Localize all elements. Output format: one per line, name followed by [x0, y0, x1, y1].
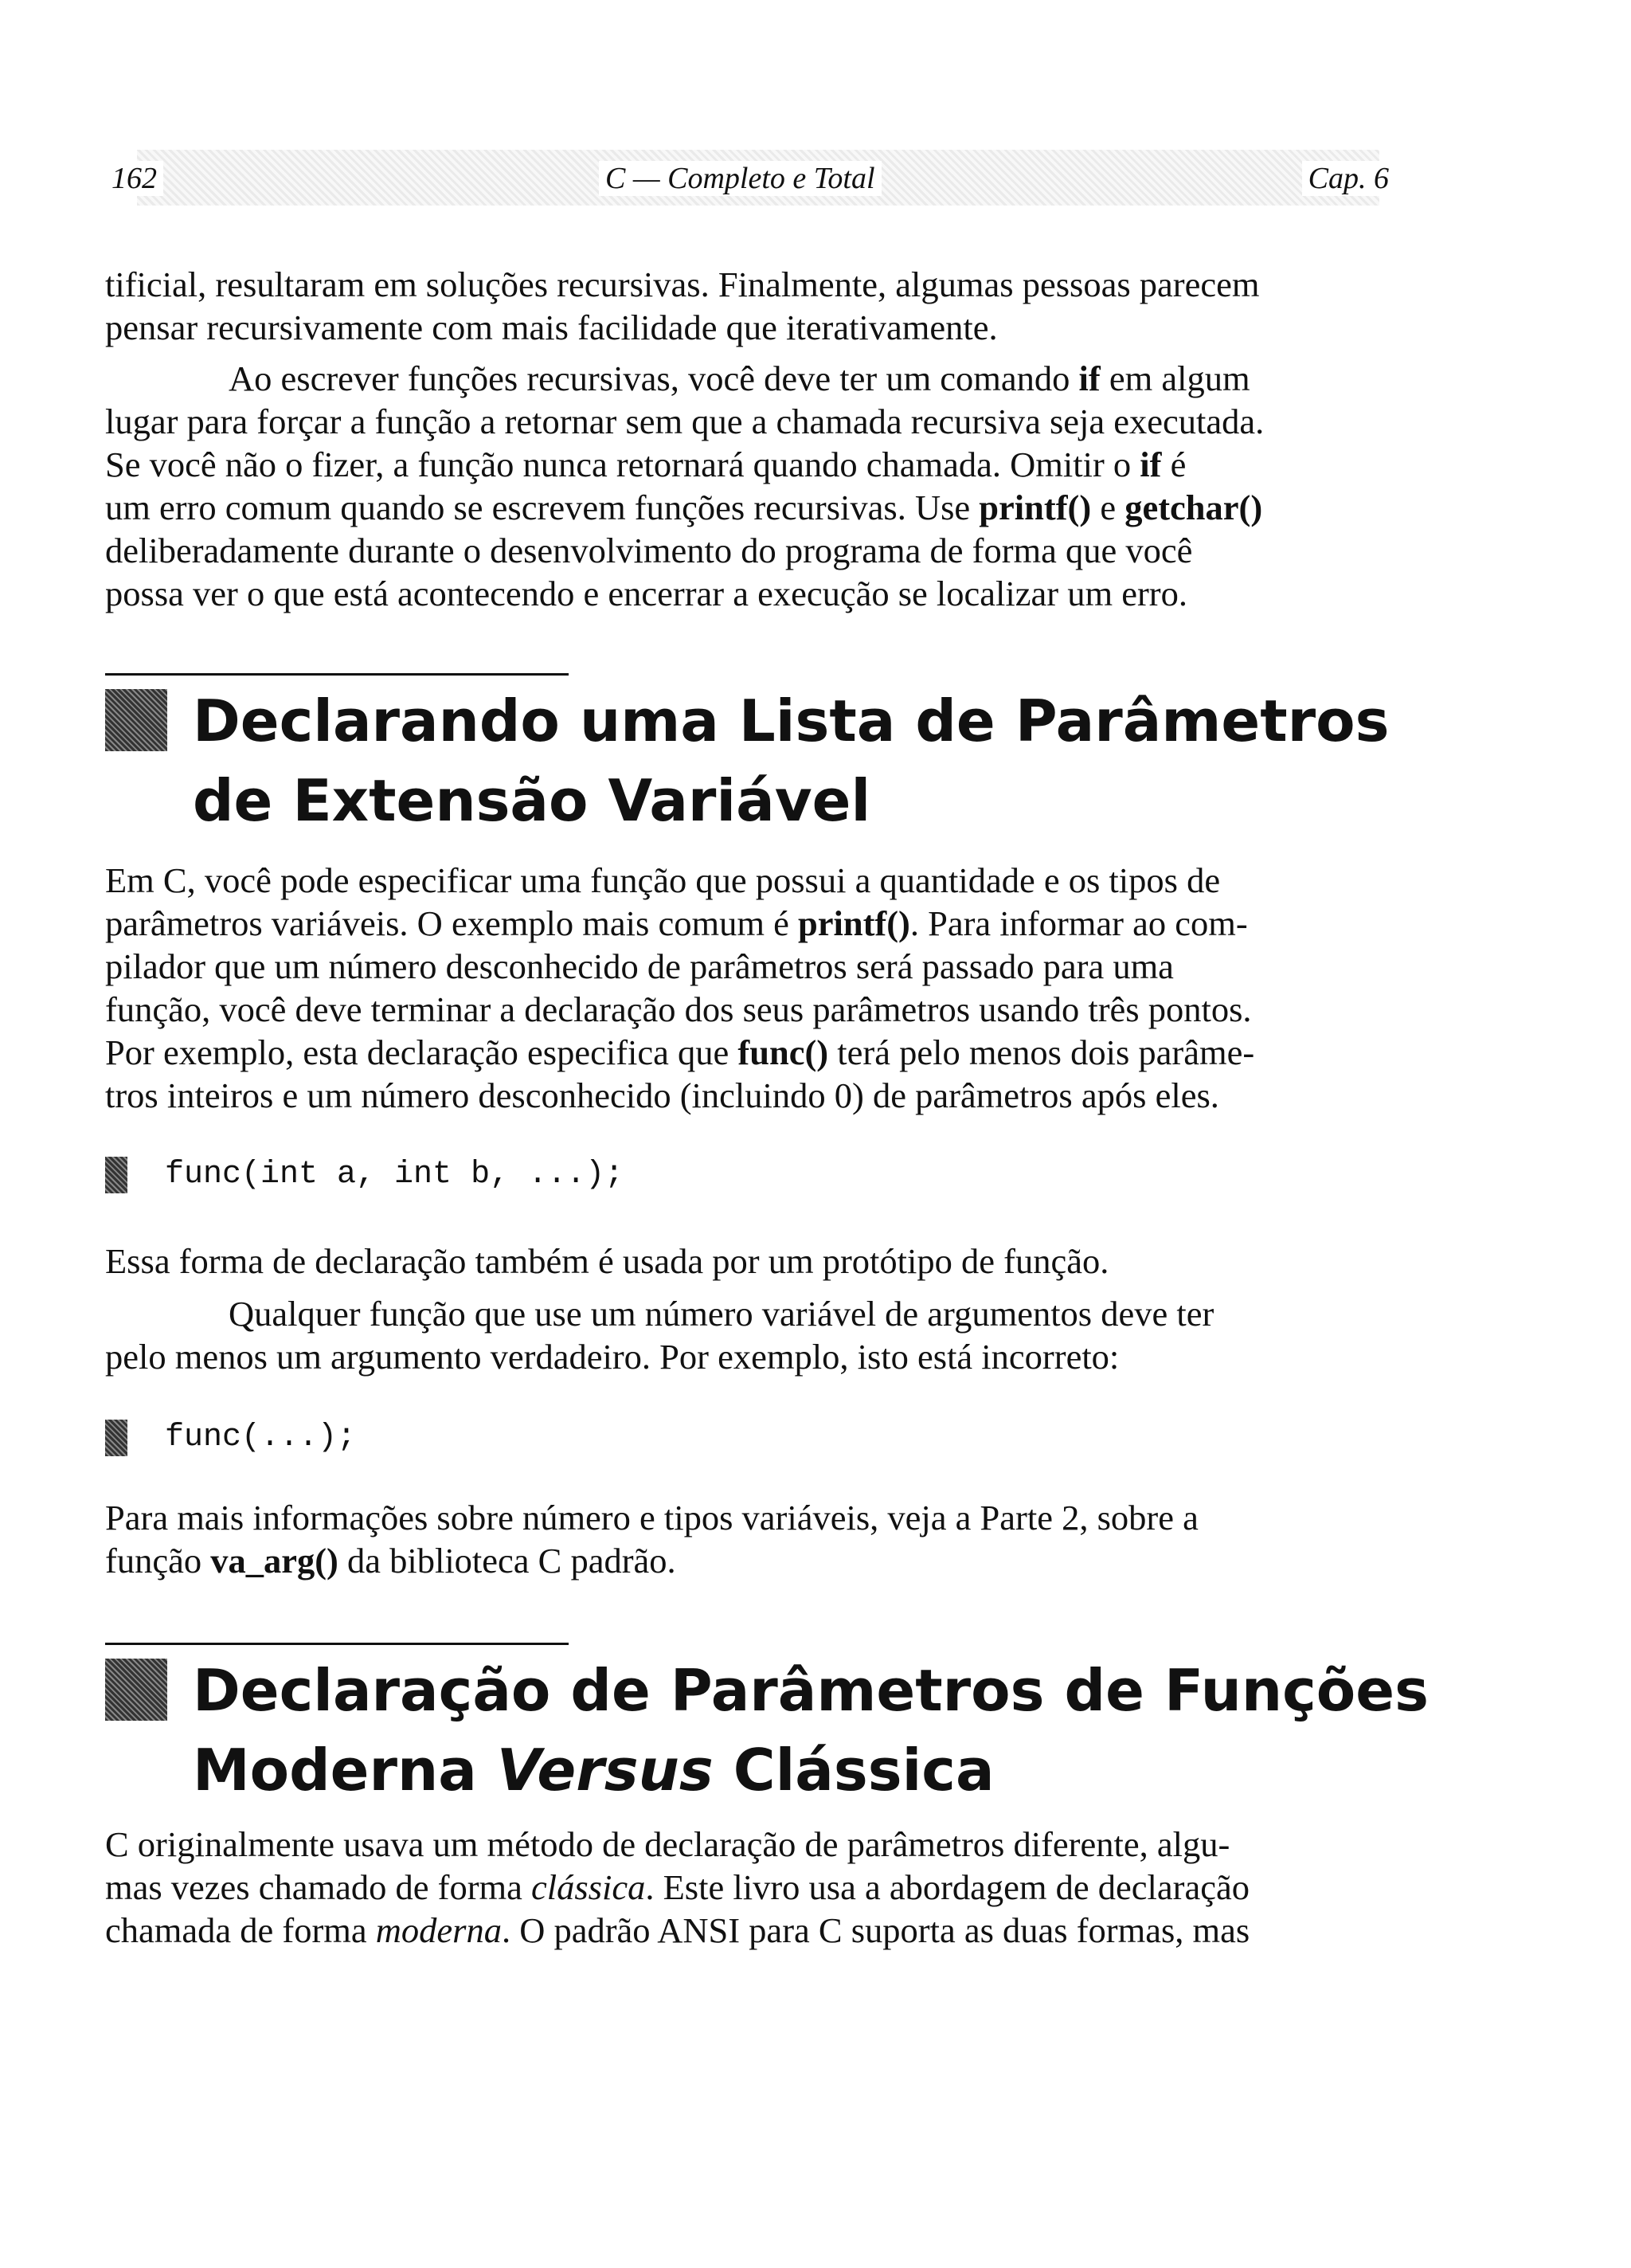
text-line: Em C, você pode especificar uma função que possui a quantidade e os tipos de [105, 860, 1221, 900]
paragraph-classic-form [105, 1823, 1403, 1952]
chapter-label: Cap. 6 [1302, 161, 1395, 196]
heading-marker-icon [105, 689, 167, 751]
text-line: parâmetros variáveis. O exemplo mais comum é printf(). Para informar ao com- [105, 903, 1248, 943]
heading-line: Declarando uma Lista de Parâmetros [193, 687, 1390, 754]
text-line: deliberadamente durante o desenvolvimento do programa de forma que você [105, 531, 1193, 570]
page-header [105, 135, 1395, 228]
text-line: lugar para forçar a função a retornar sem que a chamada recursiva seja executada. [105, 402, 1265, 441]
text-line: um erro comum quando se escrevem funções recursivas. Use printf() e getchar() [105, 488, 1263, 527]
text-line: Por exemplo, esta declaração especifica que func() terá pelo menos dois parâme- [105, 1032, 1255, 1072]
text-line: Essa forma de declaração também é usada por um protótipo de função. [105, 1241, 1109, 1281]
text-line: chamada de forma moderna. O padrão ANSI para C suporta as duas formas, mas [105, 1910, 1250, 1950]
paragraph-prototype [105, 1240, 1403, 1283]
text-line: pilador que um número desconhecido de parâmetros será passado para uma [105, 946, 1174, 986]
text-line: função, você deve terminar a declaração dos seus parâmetros usando três pontos. [105, 989, 1252, 1029]
text-line: mas vezes chamado de forma clássica. Este livro usa a abordagem de declaração [105, 1867, 1250, 1907]
paragraph-variable-params [105, 859, 1403, 1117]
text-line: pelo menos um argumento verdadeiro. Por exemplo, isto está incorreto: [105, 1337, 1120, 1377]
heading-rule [105, 1643, 569, 1645]
text-line: possa ver o que está acontecendo e encerrar a execução se localizar um erro. [105, 574, 1187, 613]
text-line: Ao escrever funções recursivas, você deve ter um comando if em algum [229, 358, 1250, 398]
text-line: C originalmente usava um método de declaração de parâmetros diferente, algu- [105, 1824, 1230, 1864]
code-marker-icon [105, 1420, 127, 1456]
text-line: função va_arg() da biblioteca C padrão. [105, 1541, 676, 1581]
heading-rule [105, 673, 569, 676]
paragraph-recursion-tips [105, 357, 1403, 615]
paragraph-va-arg [105, 1496, 1403, 1582]
text-line: tros inteiros e um número desconhecido (incluindo 0) de parâmetros após eles. [105, 1075, 1219, 1115]
page-number: 162 [105, 161, 163, 196]
code-line: func(int a, int b, ...); [165, 1157, 624, 1193]
text-line: tificial, resultaram em soluções recursivas. Finalmente, algumas pessoas parecem [105, 264, 1260, 304]
heading-marker-icon [105, 1659, 167, 1721]
paragraph-argument-rule [105, 1292, 1403, 1378]
heading-line: Declaração de Parâmetros de Funções [193, 1657, 1429, 1724]
book-title: C — Completo e Total [599, 161, 882, 196]
heading-line: de Extensão Variável [193, 767, 871, 834]
text-line: pensar recursivamente com mais facilidade que iterativamente. [105, 307, 998, 347]
text-line: Se você não o fizer, a função nunca retornará quando chamada. Omitir o if é [105, 445, 1187, 484]
code-marker-icon [105, 1157, 127, 1193]
text-line: Qualquer função que use um número variável de argumentos deve ter [229, 1294, 1214, 1334]
heading-line: Moderna Versus Clássica [193, 1737, 995, 1804]
paragraph-intro [105, 263, 1403, 349]
code-line: func(...); [165, 1420, 357, 1455]
text-line: Para mais informações sobre número e tipos variáveis, veja a Parte 2, sobre a [105, 1498, 1199, 1537]
